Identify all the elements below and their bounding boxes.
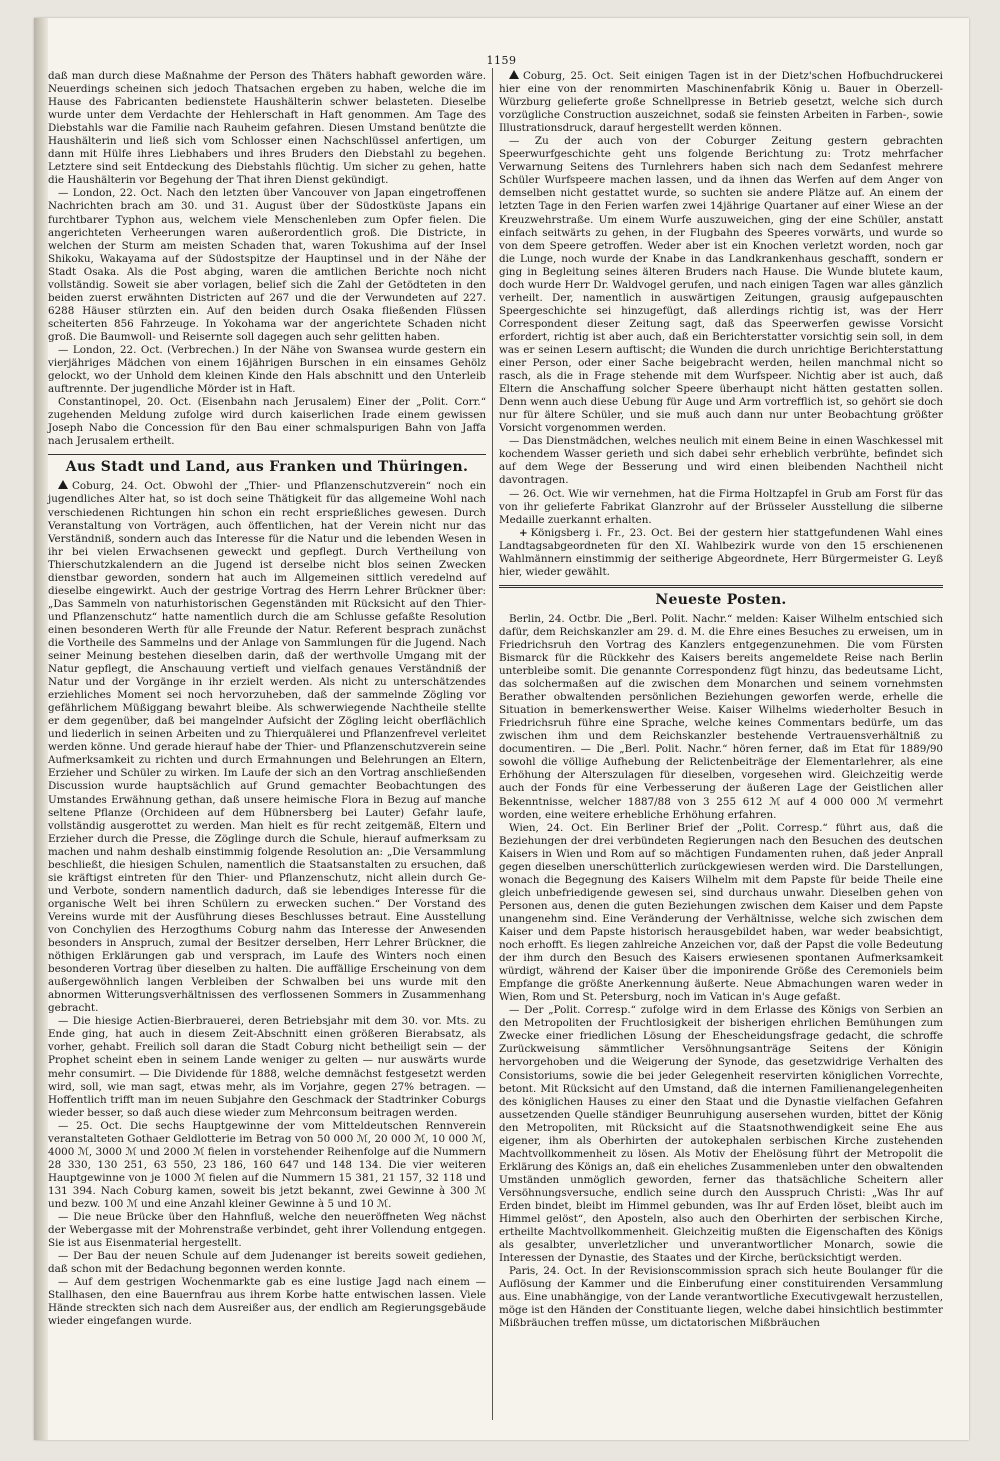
news-item-coburg-animal-protection: Coburg, 24. Oct. Obwohl der „Thier- und Pflanzenschutzverein“ noch ein jugendliches Alter hat, so ist doch seine Thätigkeit für das allgemeine Wohl nach verschiedenen Richtungen hin schon ein recht ersprießliches gewesen. Durch Veranstaltung von Vorträgen, auch öffentlichen, hat der Verein nicht nur das Verständniß, sondern auch das Interesse für die Natur und die lebenden Wesen in ihr bei vielen Erwachsenen geweckt und gepflegt. Durch Vertheilung von Thierschutzkalendern an die Jugend ist derselbe nicht blos seinen Zwecken dienstbar geworden, sondern hat auch im Allgemeinen sittlich veredelnd auf dieselbe eingewirkt. Auch der gestrige Vortrag des Herrn Lehrer Brückner über: „Das Sammeln von naturhistorischen Gegenständen mit Rücksicht auf den Thier- und Pflanzenschutz“ hatte namentlich durch die am Schlusse gefaßte Resolution einen besonderen Werth für alle Freunde der Natur. Referent besprach zunächst die Vortheile des Sammelns und der Anlage von Sammlungen für die Jugend. Nach seiner Meinung bestehen dieselben darin, daß der werthvolle Umgang mit der Natur gepflegt, die Anschauung vertieft und vielfach genaues Verständniß der Natur und der Vorgänge in ihr erzielt werden. Als nicht zu unterschätzendes erziehliches Moment sei noch hervorzuheben, daß der sammelnde Zögling vor gefährlichem Müßiggang bewahrt bleibe. Als schwerwiegende Nachtheile stellte er dem gegenüber, daß bei mangelnder Aufsicht der Zögling leicht oberflächlich und liederlich in seinen Arbeiten und zu Thierquälerei und Pflanzenfrevel verleitet werden könne. Und gerade hierauf habe der Thier- und Pflanzenschutzverein seine Aufmerksamkeit zu richten und durch Ermahnungen und Belehrungen an Eltern, Erzieher und Schüler zu wirken. Im Laufe der sich an den Vortrag anschließenden Discussion wurde hauptsächlich auf Grund gemachter Beobachtungen des Umstandes Erwähnung gethan, daß unsere heimische Flora in Bezug auf manche seltene Pflanze (Orchideen auf dem Hübnersberg bei Lauter) Gefahr laufe, vollständig ausgerottet zu werden. Man hielt es für recht zeitgemäß, Eltern und Erzieher durch die Presse, die Zöglinge durch die Schule, hierauf aufmerksam zu machen und nahm deshalb einstimmig folgende Resolution an: „Die Versammlung beschließt, die hiesigen Schulen, namentlich die Staatsanstalten zu ersuchen, daß sie kräftigst eintreten für den Thier- und Pflanzenschutz, nicht allein durch Ge- und Verbote, sondern namentlich dadurch, daß sie lebendiges Interesse für die organische Welt bei ihren Schülern zu erwecken suchen.“ Der Vorstand des Vereins wurde mit der Ausführung dieses Beschlusses betraut. Eine Ausstellung von Conchylien des Herzogthums Coburg nahm das Interesse der Anwesenden besonders in Anspruch, zumal der Besitzer derselben, Herr Lehrer Brückner, die nöthigen Erklärungen gab und versprach, im Laufe des Winters noch einen besonderen Vortrag über dieselben zu halten. Die auffällige Erscheinung von dem außergewöhnlich langen Verbleiben der Schwalben bei uns wurde mit den abnormen Witterungsverhältnissen des verflossenen Sommers in Zusammenhang gebracht. bbox=[48, 480, 486, 1015]
news-item-coburg-press: Coburg, 25. Oct. Seit einigen Tagen ist in der Dietz'schen Hofbuchdruckerei hier eine von der renommirten Maschinenfabrik König u. Bauer in Oberzell-Würzburg gelieferte große Schnellpresse in Betrieb gesetzt, welche sich durch vorzügliche Construction auszeichnet, sodaß sie feinsten Arbeiten in Farben-, sowie Illustrationsdruck, darauf hergestellt werden können. bbox=[499, 70, 943, 135]
news-item-school: — Der Bau der neuen Schule auf dem Judenanger ist bereits soweit gediehen, daß schon mit der Bedachung begonnen werden konnte. bbox=[48, 1250, 486, 1276]
right-column bbox=[499, 70, 943, 1330]
page-number: 1159 bbox=[486, 54, 517, 67]
news-item-spear-story: — Zu der auch von der Coburger Zeitung gestern gebrachten Speerwurfgeschichte geht uns folgende Berichtung zu: Trotz mehrfacher Verwarnung Seitens des Turnlehrers haben sich nach dem Sedanfest mehrere Schüler Wurfspeere machen lassen, und da ihnen das Werfen auf dem Anger von demselben nicht gestattet wurde, so suchten sie andere Plätze auf. An einem der letzten Tage in den Ferien warfen zwei 14jährige Quartaner auf einer Wiese an der Kreuzwehrstraße. Um einem Wurfe auszuweichen, ging der eine Schüler, anstatt einfach seitwärts zu gehen, in der Flugbahn des Speeres vorwärts, und wurde so von dem Speere getroffen. Weder aber ist ein Knochen verletzt worden, noch gar die Lunge, noch wurde der Knabe in das Landkrankenhaus geschafft, sondern er ging in Begleitung seines älteren Bruders nach Hause. Die Wunde blutete kaum, doch wurde Herr Dr. Waldvogel gerufen, und nach einigen Tagen war alles gänzlich verheilt. Der, namentlich in auswärtigen Zeitungen, grausig aufgepauschten Speergeschichte sei hinzugefügt, daß allerdings richtig ist, was der Herr Correspondent dieser Zeitung sagt, daß das Speerwerfen gewisse Vorsicht erfordert, richtig ist aber auch, daß ein Berichterstatter vorsichtig sein soll, in dem was er seinen Lesern auftischt; die Wunden die durch unrichtige Berichterstattung einer Person, oder einer Sache beigebracht werden, heilen manchmal nicht so rasch, als die in Frage stehende mit dem Wurfspeer. Nichtig aber ist auch, daß Eltern die Anschaffung solcher Speere überhaupt nicht hätten gestatten sollen. Denn wenn auch diese Uebung für Auge und Arm vortrefflich ist, so gehört sie doch nur für ältere Schüler, und sie muß auch dann nur unter Beobachtung größter Vorsicht vorgenommen werden. bbox=[499, 135, 943, 435]
news-item-bridge: — Die neue Brücke über den Hahnfluß, welche den neueröffneten Weg nächst der Webergasse mit der Mohrenstraße verbindet, geht ihrer Vollendung entgegen. Sie ist aus Eisenmaterial hergestellt. bbox=[48, 1211, 486, 1250]
news-item-maid: — Das Dienstmädchen, welches neulich mit einem Beine in einen Waschkessel mit kochendem Wasser gerieth und sich dabei sehr erheblich verbrühte, befindet sich auf dem Wege der Besserung und wird einen bleibenden Nachtheil nicht davontragen. bbox=[499, 435, 943, 487]
news-item-lottery: — 25. Oct. Die sechs Hauptgewinne der vom Mitteldeutschen Rennverein veranstalteten Gothaer Geldlotterie im Betrag von 50 000 ℳ, 20 000 ℳ, 10 000 ℳ, 4000 ℳ, 3000 ℳ und 2000 ℳ fielen in vorstehender Reihenfolge auf die Nummern 28 330, 130 251, 63 550, 23 186, 160 647 und 148 134. Die vier weiteren Hauptgewinne von je 1000 ℳ fielen auf die Nummern 15 381, 21 157, 32 118 und 131 394. Nach Coburg kamen, soweit bis jetzt bekannt, zwei Gewinne à 300 ℳ und bezw. 100 ℳ und eine Anzahl kleiner Gewinne à 5 und 10 ℳ. bbox=[48, 1119, 486, 1210]
news-item-koenigsberg: + Königsberg i. Fr., 23. Oct. Bei der gestern hier stattgefundenen Wahl eines Landtagsabgeordneten für den XI. Wahlbezirk wurde von den 15 erschienenen Wahlmännern einstimmig der seitherige Abgeordnete, Herr Bürgermeister G. Leyß hier, wieder gewählt. bbox=[499, 526, 943, 578]
news-item-constantinople: Constantinopel, 20. Oct. (Eisenbahn nach Jerusalem) Einer der „Polit. Corr.“ zugehenden Meldung zufolge wird durch kaiserlichen Irade einem gewissen Joseph Nabo die Concession für den Bau einer schmalspurigen Bahn von Jaffa nach Jerusalem ertheilt. bbox=[48, 396, 486, 448]
news-item-paris: Paris, 24. Oct. In der Revisionscommission sprach sich heute Boulanger für die Auflösung der Kammer und die Einberufung einer constituirenden Versammlung aus. Eine unabhängige, von der Lande verantwortliche Executivgewalt herzustellen, möge ist den Händen der Constituante liegen, welche dabei hinsichtlich bestimmter Mißbräuchen treffen müsse, um dictatorischen Mißbräuchen bbox=[499, 1265, 943, 1330]
news-item-vienna: Wien, 24. Oct. Ein Berliner Brief der „Polit. Corresp.“ führt aus, daß die Beziehungen der drei verbündeten Regierungen nach den Besuchen des deutschen Kaisers in Wien und Rom auf so mächtigen Fundamenten ruhen, daß jeder Anprall gegen dieselben unerschütterlich zurückgewiesen werden wird. Die Darstellungen, wonach die Begegnung des Kaisers Wilhelm mit dem Papste für beide Theile eine gleich unbefriedigende gewesen sei, sind durchaus unwahr. Dieselben gehen von Personen aus, denen die guten Beziehungen zwischen dem Kaiser und dem Papste unangenehm sind. Eine Veränderung der Verhältnisse, welche sich zwischen dem Kaiser und dem Papste historisch herausgebildet haben, war weder beabsichtigt, noch erhofft. Es liegen zahlreiche Anzeichen vor, daß der Papst die volle Bedeutung der ihm durch den Besuch des Kaisers erwiesenen spontanen Aufmerksamkeit würdigt, während der Kaiser über die imponirende Größe des Ceremoniels beim Empfange die größte Anerkennung äußerte. Neue Abmachungen waren weder in Wien, Rom und St. Petersburg, noch im Vatican in's Auge gefaßt. bbox=[499, 821, 943, 1004]
news-item-serbia: — Der „Polit. Corresp.“ zufolge wird in dem Erlasse des Königs von Serbien an den Metropoliten der Fruchtlosigkeit der bisherigen ehrlichen Bemühungen zum Zwecke einer friedlichen Lösung der Ehescheidungsfrage gedacht, die schroffe Zurückweisung sämmtlicher Versöhnungsanträge Seitens der Königin hervorgehoben und die Weigerung der Synode, das gesetzwidrige Verhalten des Consistoriums, sowie die bei jeder Gelegenheit reservirten königlichen Vorrechte, betont. Mit Rücksicht auf den Umstand, daß die internen Familienangelegenheiten des königlichen Hauses zu einer den Staat und die Dynastie vielfachen Gefahren aussetzenden Quelle ständiger Beunruhigung ausersehen wurden, bittet der König den Metropoliten, mit Rücksicht auf die Staatsnothwendigkeit seine Ehe aus eigener, ihm als Oberhirten der autokephalen serbischen Kirche zustehenden Machtvollkommenheit zu lösen. Als Motiv der Ehelösung führt der Metropolit die Erklärung des Königs an, daß ein eheliches Zusammenleben unter den obwaltenden Umständen unmöglich geworden, ferner das thatsächliche Scheitern aller Versöhnungsversuche, endlich seine durch den Ausspruch Christi: „Was Ihr auf Erden bindet, bleibt im Himmel gebunden, was Ihr auf Erden löset, bleibt auch im Himmel gelöst“, den Aposteln, also auch den Oberhirten der serbischen Kirche, ertheilte Machtvollkommenheit. Gleichzeitig mußten die Eigenschaften des Königs als gesalbter, unverletzlicher und unverantwortlicher Monarch, sowie die Interessen der Dynastie, des Staates und der Kirche, berücksichtigt werden. bbox=[499, 1004, 943, 1265]
section-heading-latest-news: Neueste Posten. bbox=[655, 591, 787, 608]
news-item-berlin: Berlin, 24. Octbr. Die „Berl. Polit. Nachr.“ melden: Kaiser Wilhelm entschied sich dafür, dem Reichskanzler am 29. d. M. die Ehre eines Besuches zu erweisen, um in Friedrichsruh den Vortrag des Kanzlers entgegenzunehmen. Die vom Fürsten Bismarck für die Rückkehr des Kaisers bereits angemeldete Reise nach Berlin unterbleibe somit. Die genannte Correspondenz fügt hinzu, das bedeutsame Licht, das solchermaßen auf die zwischen dem Monarchen und seinem vornehmsten Berather obwaltenden persönlichen Beziehungen geworfen werde, erhelle die Situation in bemerkenswerther Weise. Kaiser Wilhelms wiederholter Besuch in Friedrichsruh führe eine Sprache, welche keines Commentars bedürfe, um das zwischen ihm und dem Reichskanzler bestehende Vertrauensverhältniß zu documentiren. — Die „Berl. Polit. Nachr.“ hören ferner, daß im Etat für 1889/90 sowohl die völlige Aufhebung der Relictenbeiträge der Elementarlehrer, als eine Erhöhung der Alterszulagen für dieselben, vorgesehen wird. Gleichzeitig werde auch der Fonds für eine Verbesserung der äußeren Lage der Geistlichen aller Bekenntnisse, welcher 1887/88 von 3 255 612 ℳ auf 4 000 000 ℳ vermehrt worden, eine weitere erhebliche Erhöhung erfahren. bbox=[499, 612, 943, 821]
cross-mark-icon: + bbox=[519, 526, 528, 539]
section-rule bbox=[48, 454, 486, 455]
triangle-mark-icon bbox=[58, 480, 68, 489]
section-rule bbox=[499, 585, 943, 588]
triangle-mark-icon bbox=[509, 70, 519, 79]
news-item-market: — Auf dem gestrigen Wochenmarkte gab es eine lustige Jagd nach einem — Stallhasen, den eine Bauernfrau aus ihrem Korbe hatte entwischen lassen. Viele Hände streckten sich nach dem Ausreißer aus, der endlich am Regierungsgebäude wieder eingefangen wurde. bbox=[48, 1276, 486, 1328]
news-item-medal: — 26. Oct. Wie wir vernehmen, hat die Firma Holtzapfel in Grub am Forst für das von ihr gelieferte Fabrikat Glanzrohr auf der Brüsseler Ausstellung die silberne Medaille zuerkannt erhalten. bbox=[499, 487, 943, 526]
news-item-london-crime: — London, 22. Oct. (Verbrechen.) In der Nähe von Swansea wurde gestern ein vierjähriges Mädchen von einem 16jährigen Burschen in ein einsames Gehölz gelockt, wo der Unhold dem kleinen Kinde den Hals abschnitt und den Unterleib auftrennte. Der jugendliche Mörder ist in Haft. bbox=[48, 343, 486, 396]
left-column bbox=[48, 70, 486, 1328]
page-binding-edge bbox=[34, 18, 48, 1440]
column-divider bbox=[492, 68, 493, 1420]
news-item-london-typhoon: — London, 22. Oct. Nach den letzten über Vancouver von Japan eingetroffenen Nachrichten brach am 30. und 31. August über der Südostküste Japans ein furchtbarer Typhon aus, welchem viele Menschenleben zum Opfer fielen. Die angerichteten Verheerungen waren außerordentlich groß. Die Districte, in welchen der Sturm am meisten Schaden that, waren Tokushima auf der Insel Shikoku, Wakayama auf der Südostspitze der Hauptinsel und in der Nähe der Stadt Osaka. Als die Post abging, waren die amtlichen Berichte noch nicht vollständig. Soweit sie aber vorlagen, belief sich die Zahl der Getödteten in den beiden zuerst erwähnten Districten auf 267 und die der Verwundeten auf 227. 6288 Häuser stürzten ein. Auf den beiden durch Osaka fließenden Flüssen scheiterten 856 Fahrzeuge. In Yokohama war der angerichtete Schaden nicht groß. Die Baumwoll- und Reisernte soll dagegen auch sehr gelitten haben. bbox=[48, 187, 486, 343]
news-item-brewery: — Die hiesige Actien-Bierbrauerei, deren Betriebsjahr mit dem 30. vor. Mts. zu Ende ging, hat auch in diesem Zeit-Abschnitt einen größeren Bierabsatz, als vorher, gehabt. Freilich soll daran die Stadt Coburg nicht betheiligt sein — der Prophet scheint eben in seinem Lande weniger zu gelten — nur auswärts wurde mehr consumirt. — Die Dividende für 1888, welche demnächst festgesetzt werden wird, soll, wie man sagt, etwas mehr, als im Vorjahre, gegen 27% betragen. — Hoffentlich trifft man im neuen Subjahre den Geschmack der Stadtrinker Coburgs wieder besser, so daß auch diese wieder zum Mehrconsum beitragen werden. bbox=[48, 1015, 486, 1119]
article-continuation: daß man durch diese Maßnahme der Person des Thäters habhaft geworden wäre. Neuerdings scheinen sich jedoch Thatsachen ergeben zu haben, welche die im Hause des Fabricanten bedienstete Haushälterin schwer belasteten. Dieselbe wurde unter dem Verdachte der Hehlerschaft in Haft genommen. Am Tage des Diebstahls war die Familie nach Rauheim gefahren. Diesen Umstand benützte die Haushälterin und ließ sich vom Schlosser einen Nachschlüssel anfertigen, um dann mit Hülfe ihres Liebhabers und ihres Bruders den Diebstahl zu begehen. Letztere sind seit Entdeckung des Diebstahls flüchtig. Um sicher zu gehen, hatte die Haushälterin vor Begehung der That ihren Dienst gekündigt. bbox=[48, 70, 486, 187]
section-heading-regional: Aus Stadt und Land, aus Franken und Thüringen. bbox=[65, 459, 469, 476]
newspaper-page bbox=[34, 18, 969, 1440]
